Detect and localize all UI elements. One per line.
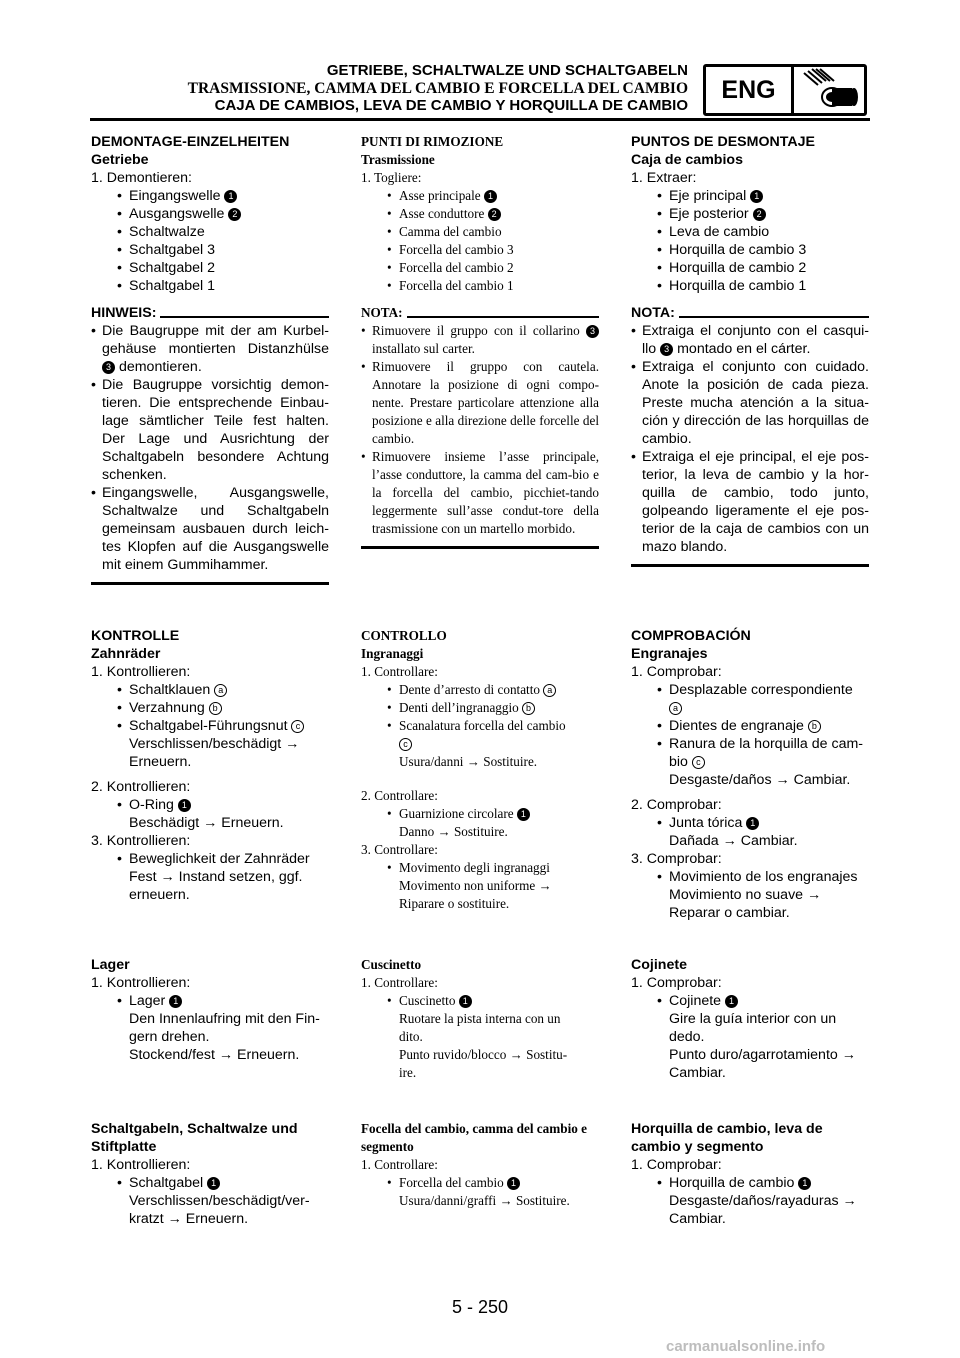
step: 1. Kontrollieren: xyxy=(91,1157,191,1173)
list-item: • Horquilla de cambio 1 xyxy=(631,277,869,295)
result-text: Ruotare la pista interna con un xyxy=(399,1011,561,1026)
note-end-rule xyxy=(631,564,869,567)
step: 2. Kontrollieren: xyxy=(91,779,191,795)
de-check-subtitle: Zahnräder xyxy=(91,646,161,662)
es-bearing-title: Cojinete xyxy=(631,957,687,973)
list-item: • Lager 1 xyxy=(91,992,329,1010)
it-fork-title: Focella del cambio, camma del cambio e segmento xyxy=(361,1121,587,1154)
result-text: Cambiar. xyxy=(669,1065,726,1081)
result-text: Verschlissen/beschädigt → xyxy=(129,736,300,752)
result-text: Punto ruvido/blocco → Sostitu- xyxy=(399,1047,568,1062)
list-item: • Camma del cambio xyxy=(361,223,599,241)
list-item: • Movimento degli ingranaggi xyxy=(361,859,599,877)
result-text: ire. xyxy=(399,1065,417,1080)
result-text: Movimento non uniforme → xyxy=(399,878,552,893)
note-item: • Rimuovere insieme l’asse principale, l’asse conduttore, la camma del cam-bio e la forcella del cambio, picchiet-tando leggermente sull’asse condut-tore della trasmissione con un martello morbido. xyxy=(361,448,599,538)
result-text: Desgaste/daños → Cambiar. xyxy=(669,772,851,788)
list-item: • Eje posterior 2 xyxy=(631,205,869,223)
list-item: • Schaltwalze xyxy=(91,223,329,241)
de-removal-section xyxy=(91,133,329,585)
result-text: kratzt → Erneuern. xyxy=(129,1211,249,1227)
note-item: • Die Baugruppe vorsichtig demon-tieren. Die entsprechende Einbau-lage sämtlicher Teile fest halten. Der Lage und Ausrichtung der Schaltgabeln besondere Achtung schenken. xyxy=(91,376,329,484)
list-item: • Ranura de la horquilla de cam-bio c xyxy=(631,735,869,771)
step: 2. Comprobar: xyxy=(631,797,722,813)
result-text: Desgaste/daños/rayaduras → xyxy=(669,1193,857,1209)
de-fork-title: Schaltgabeln, Schaltwalze und Stiftplatte xyxy=(91,1121,298,1155)
step: 1. Comprobar: xyxy=(631,975,722,991)
it-check-title: CONTROLLO xyxy=(361,628,447,643)
step: 1. Extraer: xyxy=(631,170,697,186)
es-removal-title: PUNTOS DE DESMONTAJE xyxy=(631,134,815,150)
step: 3. Kontrollieren: xyxy=(91,833,191,849)
de-removal-title: DEMONTAGE-EINZELHEITEN xyxy=(91,134,290,150)
note-end-rule xyxy=(91,582,329,585)
step: 2. Controllare: xyxy=(361,788,438,803)
de-bearing-title: Lager xyxy=(91,957,130,973)
list-item: • Desplazable correspondiente a xyxy=(631,681,869,717)
eng-label: ENG xyxy=(706,67,794,113)
it-bearing-section xyxy=(361,956,599,1082)
note-end-rule xyxy=(361,546,599,549)
step: 1. Comprobar: xyxy=(631,664,722,680)
it-check-subtitle: Ingranaggi xyxy=(361,646,424,661)
result-text: Cambiar. xyxy=(669,1211,726,1227)
it-bearing-title: Cuscinetto xyxy=(361,957,422,972)
list-item: • Movimiento de los engranajes xyxy=(631,868,869,886)
page-number: 5 - 250 xyxy=(451,1297,509,1317)
list-item: • Horquilla de cambio 2 xyxy=(631,259,869,277)
es-removal-subtitle: Caja de cambios xyxy=(631,152,743,168)
list-item: • Asse conduttore 2 xyxy=(361,205,599,223)
it-check-section xyxy=(361,627,599,913)
result-text: dedo. xyxy=(669,1029,705,1045)
step: 1. Kontrollieren: xyxy=(91,975,191,991)
list-item: • Scanalatura forcella del cambio c xyxy=(361,717,599,753)
step: 1. Comprobar: xyxy=(631,1157,722,1173)
list-item: • Horquilla de cambio 1 xyxy=(631,1174,869,1192)
engine-icon xyxy=(796,67,864,113)
step: 1. Kontrollieren: xyxy=(91,664,191,680)
result-text: Riparare o sostituire. xyxy=(399,896,510,911)
list-item: • Forcella del cambio 1 xyxy=(361,1174,599,1192)
result-text: Dañada → Cambiar. xyxy=(669,833,798,849)
es-check-subtitle: Engranajes xyxy=(631,646,708,662)
step: 1. Controllare: xyxy=(361,1157,438,1172)
eng-badge xyxy=(703,64,867,116)
note-item: • Eingangswelle, Ausgangswelle, Schaltwalze und Schaltgabeln gemeinsam ausbauen durch leich-tes Klopfen auf die Ausgangswelle mit einem Gummihammer. xyxy=(91,484,329,574)
result-text: Beschädigt → Erneuern. xyxy=(129,815,284,831)
list-item: • Ausgangswelle 2 xyxy=(91,205,329,223)
list-item: • Junta tórica 1 xyxy=(631,814,869,832)
es-note-header: NOTA: xyxy=(631,304,869,322)
list-item: • O-Ring 1 xyxy=(91,796,329,814)
result-text: Usura/danni/graffi → Sostituire. xyxy=(399,1193,570,1208)
it-removal-section xyxy=(361,133,599,549)
it-removal-subtitle: Trasmissione xyxy=(361,152,435,167)
es-fork-section xyxy=(631,1120,869,1228)
result-text: Punto duro/agarrotamiento → xyxy=(669,1047,856,1063)
step: 1. Controllare: xyxy=(361,975,438,990)
note-item: • Rimuovere il gruppo con cautela. Annotare la posizione di ogni compo-nente. Prestare particolare attenzione alla posizione e alla direzione delle forcelle del cambio. xyxy=(361,358,599,448)
result-text: gern drehen. xyxy=(129,1029,210,1045)
list-item: • Dente d’arresto di contatto a xyxy=(361,681,599,699)
result-text: Den Innenlaufring mit den Fin- xyxy=(129,1011,320,1027)
de-fork-section xyxy=(91,1120,329,1228)
result-text: Gire la guía interior con un xyxy=(669,1011,837,1027)
es-check-section xyxy=(631,627,869,922)
step: 1. Controllare: xyxy=(361,664,438,679)
es-removal-section xyxy=(631,133,869,567)
list-item: • Schaltgabel 3 xyxy=(91,241,329,259)
step: 3. Comprobar: xyxy=(631,851,722,867)
result-text: Movimiento no suave → xyxy=(669,887,822,903)
es-bearing-section xyxy=(631,956,869,1082)
list-item: • Horquilla de cambio 3 xyxy=(631,241,869,259)
list-item: • Schaltklauen a xyxy=(91,681,329,699)
header-rule xyxy=(90,118,870,121)
result-text: erneuern. xyxy=(129,887,190,903)
list-item: • Cojinete 1 xyxy=(631,992,869,1010)
list-item: • Eje principal 1 xyxy=(631,187,869,205)
result-text: Stockend/fest → Erneuern. xyxy=(129,1047,300,1063)
header-title-es: CAJA DE CAMBIOS, LEVA DE CAMBIO Y HORQUILLA DE CAMBIO xyxy=(214,97,688,114)
es-check-title: COMPROBACIÓN xyxy=(631,628,751,644)
list-item: • Denti dell’ingranaggio b xyxy=(361,699,599,717)
watermark: carmanualsonline.info xyxy=(666,1338,826,1355)
list-item: • Schaltgabel 2 xyxy=(91,259,329,277)
es-fork-title: Horquilla de cambio, leva de cambio y segmento xyxy=(631,1121,823,1155)
de-check-title: KONTROLLE xyxy=(91,628,180,644)
result-text: dito. xyxy=(399,1029,423,1044)
de-removal-step: 1. Demontieren: xyxy=(91,170,192,186)
result-text: Reparar o cambiar. xyxy=(669,905,790,921)
list-item: • Asse principale 1 xyxy=(361,187,599,205)
note-item: • Rimuovere il gruppo con il collarino 3 installato sul carter. xyxy=(361,322,599,358)
it-removal-title: PUNTI DI RIMOZIONE xyxy=(361,134,504,149)
list-item: • Schaltgabel-Führungsnut c xyxy=(91,717,329,735)
list-item: • Beweglichkeit der Zahnräder xyxy=(91,850,329,868)
list-item: • Guarnizione circolare 1 xyxy=(361,805,599,823)
list-item: • Eingangswelle 1 xyxy=(91,187,329,205)
list-item: • Schaltgabel 1 xyxy=(91,277,329,295)
result-text: Usura/danni → Sostituire. xyxy=(399,754,538,769)
list-item: • Schaltgabel 1 xyxy=(91,1174,329,1192)
list-item: • Forcella del cambio 3 xyxy=(361,241,599,259)
list-item: • Forcella del cambio 1 xyxy=(361,277,599,295)
result-text: Fest → Instand setzen, ggf. xyxy=(129,869,303,885)
list-item: • Cuscinetto 1 xyxy=(361,992,599,1010)
de-check-section xyxy=(91,627,329,904)
de-note-header: HINWEIS: xyxy=(91,304,329,322)
note-item: • Extraiga el conjunto con el casqui-llo 3 montado en el cárter. xyxy=(631,322,869,358)
note-item: • Extraiga el conjunto con cuidado. Anote la posición de cada pieza. Preste mucha atención a la situa-ción y dirección de las horquillas de cambio. xyxy=(631,358,869,448)
step: 1. Togliere: xyxy=(361,170,422,185)
header-title-it: TRASMISSIONE, CAMMA DEL CAMBIO E FORCELLA DEL CAMBIO xyxy=(187,80,688,97)
step: 3. Controllare: xyxy=(361,842,438,857)
result-text: Danno → Sostituire. xyxy=(399,824,508,839)
result-text: Erneuern. xyxy=(129,754,192,770)
list-item: • Forcella del cambio 2 xyxy=(361,259,599,277)
it-note-header: NOTA: xyxy=(361,304,599,322)
list-item: • Dientes de engranaje b xyxy=(631,717,869,735)
de-bearing-section xyxy=(91,956,329,1064)
result-text: Verschlissen/beschädigt/ver- xyxy=(129,1193,310,1209)
it-fork-section xyxy=(361,1120,599,1210)
list-item: • Leva de cambio xyxy=(631,223,869,241)
de-removal-subtitle: Getriebe xyxy=(91,152,149,168)
list-item: • Verzahnung b xyxy=(91,699,329,717)
header-title-de: GETRIEBE, SCHALTWALZE UND SCHALTGABELN xyxy=(326,62,688,79)
note-item: • Die Baugruppe mit der am Kurbel-gehäuse montierten Distanzhülse 3 demontieren. xyxy=(91,322,329,376)
note-item: • Extraiga el eje principal, el eje pos-terior, la leva de cambio y la hor-quilla de cambio, todo junto, golpeando ligeramente el eje pos-terior de la caja de cambios con un mazo blando. xyxy=(631,448,869,556)
